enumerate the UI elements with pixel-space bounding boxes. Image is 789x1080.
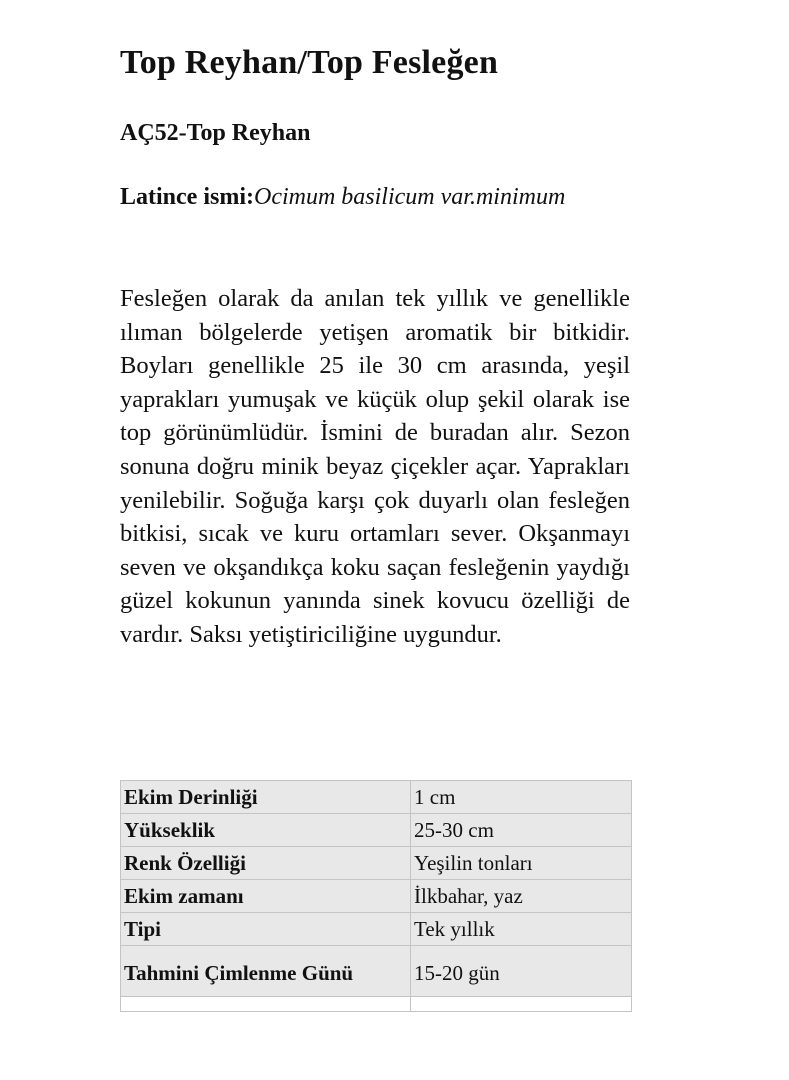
document-title: Top Reyhan/Top Fesleğen <box>120 44 499 81</box>
table-key-cell: Ekim zamanı <box>121 880 411 913</box>
table-row <box>121 847 632 880</box>
latin-name-line <box>120 181 580 214</box>
latin-name-value: Ocimum basilicum var.minimum <box>253 184 566 210</box>
latin-name-label: Latince ismi: <box>120 184 254 210</box>
table-value-cell: 15-20 gün <box>411 946 632 997</box>
table-key-cell: Tipi <box>121 913 411 946</box>
table-value-cell: Tek yıllık <box>411 913 632 946</box>
table-row <box>121 946 632 997</box>
table-key-cell: Renk Özelliği <box>121 847 411 880</box>
description-paragraph: Fesleğen olarak da anılan tek yıllık ve genellikle ılıman bölgelerde yetişen aromatik bir bitkidir. Boyları genellikle 25 ile 30 cm arasında, yeşil yaprakları yumuşak ve küçük olup şekil olarak ise top görünümlüdür. İsmini de buradan alır. Sezon sonuna doğru minik beyaz çiçekler açar. Yaprakları yenilebilir. Soğuğa karşı çok duyarlı olan fesleğen bitkisi, sıcak ve kuru ortamları sever. Okşanmayı seven ve okşandıkça koku saçan fesleğenin yaydığı güzel kokunun yanında sinek kovucu özelliği de vardır. Saksı yetiştiriciliğine uygundur. <box>120 285 630 648</box>
table-row <box>121 781 632 814</box>
table-key-cell: Yükseklik <box>121 814 411 847</box>
plant-info-table <box>120 780 632 1012</box>
table-row <box>121 814 632 847</box>
table-row <box>121 880 632 913</box>
table-key-cell: Tahmini Çimlenme Günü <box>121 946 411 997</box>
product-code-heading: AÇ52-Top Reyhan <box>120 120 311 146</box>
table-value-cell: İlkbahar, yaz <box>411 880 632 913</box>
table-row-empty <box>121 997 632 1012</box>
table-value-cell: 1 cm <box>411 781 632 814</box>
table-empty-cell <box>411 997 632 1012</box>
table-row <box>121 913 632 946</box>
table-value-cell: 25-30 cm <box>411 814 632 847</box>
table-value-cell: Yeşilin tonları <box>411 847 632 880</box>
table-key-cell: Ekim Derinliği <box>121 781 411 814</box>
table-empty-cell <box>121 997 411 1012</box>
